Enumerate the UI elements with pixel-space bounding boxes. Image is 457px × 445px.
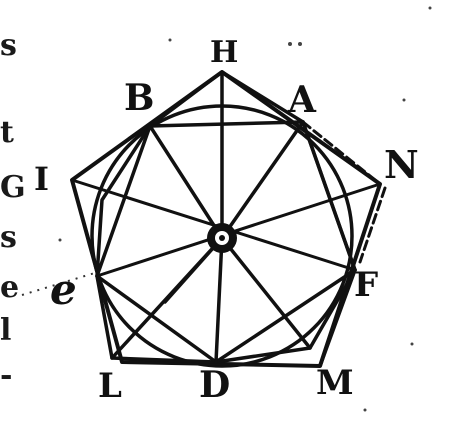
- label-m: M: [316, 363, 354, 403]
- label-h: H: [210, 35, 239, 70]
- print-specks: [59, 7, 432, 412]
- margin-fragment-3: G: [0, 170, 26, 205]
- margin-fragment-7: -: [0, 358, 13, 393]
- label-i: I: [34, 160, 49, 198]
- margin-fragment-2: t: [0, 115, 14, 150]
- margin-text-fragments: [0, 28, 26, 393]
- margin-fragment-4: s: [0, 220, 17, 255]
- label-b: B: [124, 77, 155, 119]
- label-n: N: [384, 142, 419, 187]
- label-l: L: [98, 366, 122, 406]
- margin-fragment-1: s: [0, 28, 17, 63]
- margin-fragment-6: l: [0, 313, 12, 348]
- dashed-n-f: [360, 188, 385, 262]
- label-a: A: [288, 79, 316, 121]
- chord-b-a: [150, 122, 303, 126]
- line-e-to-n: [97, 184, 380, 276]
- label-d: D: [199, 364, 231, 406]
- label-e: e: [50, 265, 77, 314]
- margin-fragment-5: e: [0, 270, 20, 305]
- line-f-m: [320, 270, 355, 366]
- label-f: F: [354, 265, 379, 305]
- center-point: [207, 223, 237, 253]
